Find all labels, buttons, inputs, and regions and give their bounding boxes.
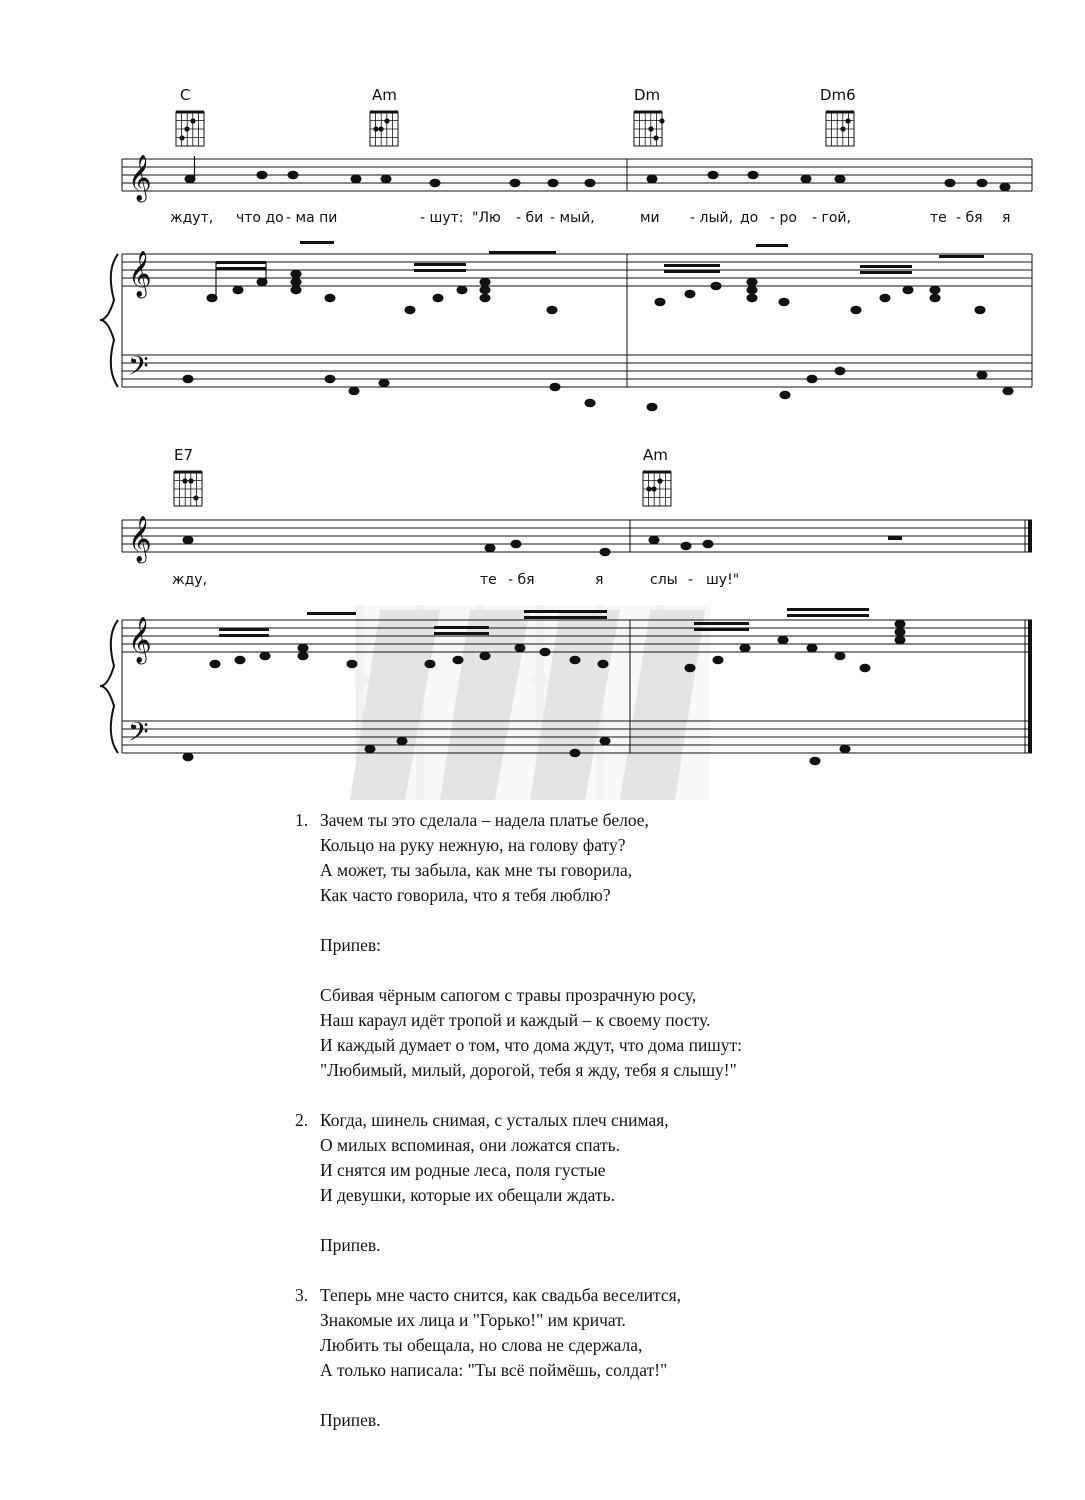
verse-number: 3. xyxy=(295,1285,309,1305)
treble-clef-icon: 𝄞 xyxy=(128,251,152,297)
chord-diagram xyxy=(634,112,662,146)
bass-clef-icon: 𝄢 xyxy=(128,350,149,388)
chorus-line: И каждый думает о том, что дома ждут, что дома пишут: xyxy=(320,1035,743,1055)
chorus-line: Наш караул идёт тропой и каждый – к своему посту. xyxy=(320,1010,711,1030)
verse-line: Как часто говорила, что я тебя люблю? xyxy=(320,885,611,905)
svg-text:слы: слы xyxy=(650,572,678,588)
verse-line: А только написала: "Ты всё поймёшь, солдат!" xyxy=(320,1360,668,1380)
svg-text:те: те xyxy=(930,210,947,226)
svg-text:"Лю: "Лю xyxy=(472,210,501,226)
svg-text:- гой,: - гой, xyxy=(812,210,851,226)
chord-diagram xyxy=(176,112,204,146)
verse-1 xyxy=(295,808,915,908)
svg-text:-: - xyxy=(688,572,694,588)
treble-clef-icon: 𝄞 xyxy=(128,617,152,663)
svg-text:те: те xyxy=(480,572,497,588)
chorus-label: Припев: xyxy=(320,935,382,955)
bass-clef-icon: 𝄢 xyxy=(128,716,149,754)
chorus-line: "Любимый, милый, дорогой, тебя я жду, тебя я слышу!" xyxy=(320,1060,737,1080)
system-1 xyxy=(100,86,1032,411)
chorus xyxy=(295,983,915,1083)
svg-text:я: я xyxy=(1002,210,1011,226)
verse-line: Кольцо на руку нежную, на голову фату? xyxy=(320,835,626,855)
svg-text:- ма пи: - ма пи xyxy=(286,210,338,226)
verse-line: Любить ты обещала, но слова не сдержала, xyxy=(320,1335,643,1355)
svg-text:ждут,: ждут, xyxy=(170,210,214,226)
verse-line: Знакомые их лица и "Горько!" им кричат. xyxy=(320,1310,626,1330)
lyrics-line-1 xyxy=(170,210,1010,226)
chorus-line: Сбивая чёрным сапогом с травы прозрачную росу, xyxy=(320,985,697,1005)
verse-2 xyxy=(295,1108,915,1208)
svg-text:- бя: - бя xyxy=(508,572,535,588)
svg-text:- бя: - бя xyxy=(956,210,983,226)
chord-label: Dm xyxy=(634,86,661,104)
svg-text:до: до xyxy=(740,210,759,226)
verse-line: Когда, шинель снимая, с усталых плеч снимая, xyxy=(320,1110,669,1130)
treble-clef-icon: 𝄞 xyxy=(128,516,152,562)
verse-number: 1. xyxy=(295,810,309,830)
verse-line: Теперь мне часто снится, как свадьба веселится, xyxy=(320,1285,682,1305)
verse-line: О милых вспоминая, они ложатся спать. xyxy=(320,1135,620,1155)
chorus-reference: Припев. xyxy=(320,1410,381,1430)
svg-text:- мый,: - мый, xyxy=(550,210,595,226)
chord-label: Am xyxy=(372,86,397,104)
chord-label: E7 xyxy=(174,446,194,464)
svg-text:я: я xyxy=(595,572,604,588)
svg-text:- лый,: - лый, xyxy=(690,210,734,226)
chorus-reference: Припев. xyxy=(320,1235,381,1255)
svg-text:- ро: - ро xyxy=(770,210,797,226)
svg-text:жду,: жду, xyxy=(172,572,208,588)
verse-line: И снятся им родные леса, поля густые xyxy=(320,1160,606,1180)
svg-text:- би: - би xyxy=(516,210,544,226)
vocal-notes xyxy=(183,536,902,556)
watermark-keys xyxy=(350,605,710,800)
verse-number: 2. xyxy=(295,1110,309,1130)
vocal-notes xyxy=(185,156,1010,191)
svg-text:- шут:: - шут: xyxy=(420,210,464,226)
verse-line: А может, ты забыла, как мне ты говорила, xyxy=(320,860,633,880)
chord-label: Dm6 xyxy=(820,86,856,104)
piano-notes xyxy=(183,241,1013,411)
svg-text:ми: ми xyxy=(640,210,660,226)
lyrics-line-2 xyxy=(172,572,739,588)
verse-line: И девушки, которые их обещали ждать. xyxy=(320,1185,616,1205)
treble-clef-icon: 𝄞 xyxy=(128,155,152,201)
svg-text:что до: что до xyxy=(236,210,284,226)
chord-diagram xyxy=(174,472,202,506)
chord-label: C xyxy=(180,86,191,104)
svg-text:шу!": шу!" xyxy=(706,572,740,588)
verse-line: Зачем ты это сделала – надела платье белое, xyxy=(320,810,649,830)
chord-label: Am xyxy=(643,446,668,464)
verse-3 xyxy=(295,1283,915,1383)
lyrics-verses xyxy=(295,808,915,1458)
chord-diagram xyxy=(826,112,854,146)
